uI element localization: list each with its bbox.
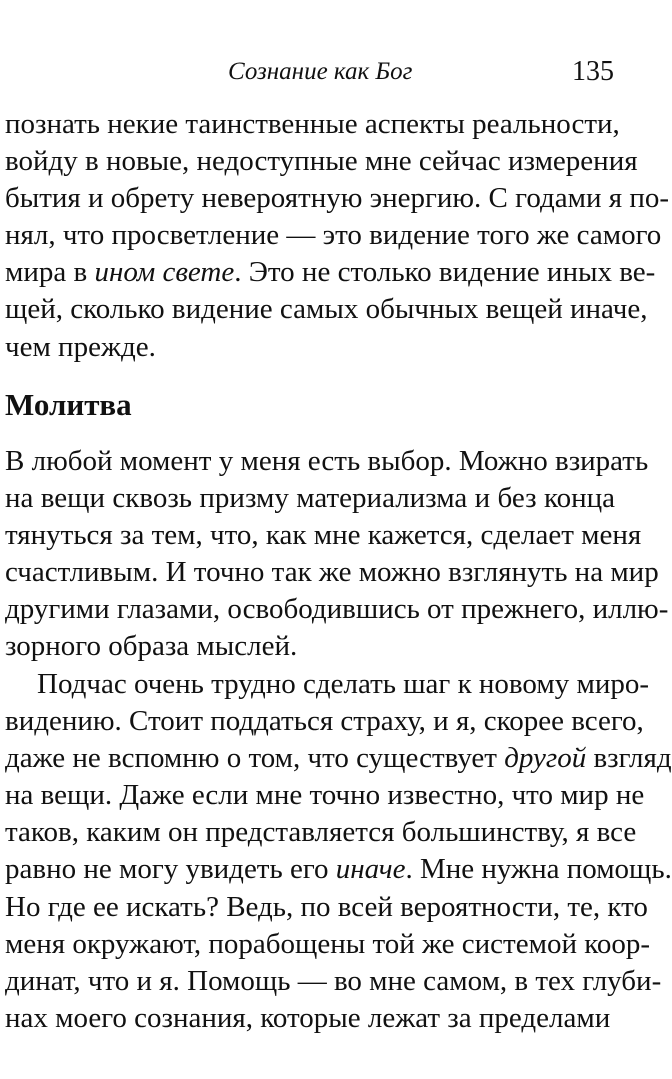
text-line [5,217,662,254]
text-line [5,1000,615,1037]
text-line [5,517,642,554]
text-segment: познать некие таинственные аспекты реальности, [5,108,620,140]
text-line [5,777,645,814]
paragraph-2 [5,443,669,666]
text-segment: чем прежде. [5,330,156,363]
text-segment: зорного образа мыслей. [5,630,298,663]
text-line [5,591,669,628]
emphasized-text: другой [504,742,587,775]
text-segment: нах моего сознания, которые лежат за пределами [5,1001,611,1034]
text-segment: видению. Стоит поддаться страху, и я, скорее всего, [5,705,644,738]
text-segment: Подчас очень трудно сделать шаг к новому миро- [37,668,650,700]
text-line [5,703,644,740]
text-segment: другими глазами, освободившись от прежнего, иллю- [5,593,669,626]
text-line [5,851,672,888]
text-line [5,666,650,703]
text-line [5,628,615,665]
text-line [5,443,649,480]
emphasized-text: иначе [335,853,406,886]
text-segment: таков, каким он представляется большинству, я все [5,816,637,849]
text-segment: на вещи сквозь призму материализма и без конца [5,482,615,515]
paragraph-3 [5,666,672,1037]
text-segment: нял, что просветление — это видение того же самого [5,219,662,252]
text-segment: тянуться за тем, что, как мне кажется, сделает меня [5,519,642,552]
text-line [5,480,615,517]
text-line [5,180,669,217]
text-segment: даже не вспомню о том, что существует [5,742,505,775]
text-line [5,143,638,180]
text-segment: . Это не столько видение иных ве- [234,256,656,289]
text-segment: взгляд [586,742,672,775]
running-head [0,54,620,90]
text-segment: динат, что и я. Помощь — во мне самом, в тех глуби- [5,964,662,997]
text-line [5,963,662,1000]
text-segment: Но где ее искать? Ведь, по всей вероятности, те, кто [5,890,648,923]
text-line [5,106,620,143]
text-line [5,814,637,851]
text-segment: счастливым. И точно так же можно взглянуть на мир [5,556,659,589]
text-line [5,889,648,926]
text-line [5,554,659,591]
text-line [5,254,656,291]
text-segment: равно не могу увидеть его [5,853,336,886]
text-line [5,329,615,366]
text-segment: щей, сколько видение самых обычных вещей иначе, [5,293,648,326]
text-segment: на вещи. Даже если мне точно известно, что мир не [5,779,645,812]
text-line [5,291,648,328]
text-segment: бытия и обрету невероятную энергию. С годами я по- [5,182,669,215]
text-segment: меня окружают, порабощены той же системой коор- [5,927,650,960]
running-title: Сознание как Бог [228,58,413,85]
emphasized-text: ином свете [94,256,235,289]
text-segment: В любой момент у меня есть выбор. Можно взирать [5,445,649,477]
text-line [5,740,672,777]
page-number: 135 [572,56,614,87]
paragraph-1 [5,106,669,366]
text-segment: . Мне нужна помощь. [405,853,672,886]
text-line [5,926,650,963]
section-heading: Молитва [5,387,132,422]
text-segment: войду в новые, недоступные мне сейчас измерения [5,145,638,178]
text-segment: мира в [5,256,95,289]
